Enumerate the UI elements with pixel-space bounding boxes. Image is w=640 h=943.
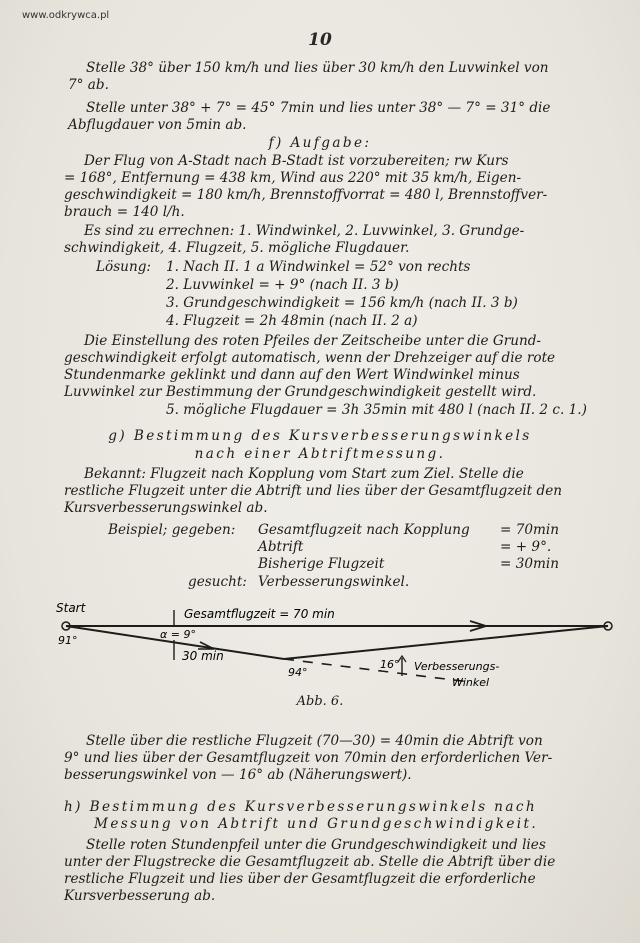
correction-label-1: Verbesserungs-: [414, 660, 500, 673]
section-h-p1-line: Stelle roten Stundenpfeil unter die Grundgeschwindigkeit und lies: [86, 837, 546, 853]
solution-item: 1. Nach II. 1 a Windwinkel = 52° von rechts: [166, 259, 471, 275]
mid-angle-label: 94°: [288, 666, 308, 679]
section-f-p3-line: geschwindigkeit erfolgt automatisch, wenn der Drehzeiger auf die rote: [64, 350, 556, 366]
intro-line-2: 7° ab.: [68, 77, 109, 93]
section-f-p1-line: Der Flug von A-Stadt nach B-Stadt ist vorzubereiten; rw Kurs: [84, 153, 509, 169]
after-fig-line: Stelle über die restliche Flugzeit (70—30) = 40min die Abtrift von: [86, 733, 543, 749]
section-f-p1-line: = 168°, Entfernung = 438 km, Wind aus 220° mit 35 km/h, Eigen-: [64, 170, 522, 186]
start-label: Start: [56, 601, 86, 615]
section-g-heading: g) Bestimmung des Kursverbesserungswinkels: [108, 428, 532, 444]
example-row-value: = 30min: [500, 556, 560, 572]
total-time-label: Gesamtflugzeit = 70 min: [184, 607, 335, 621]
sought-label: gesucht:: [188, 574, 247, 590]
section-f-p3-line: Stundenmarke geklinkt und dann auf den Wert Windwinkel minus: [64, 367, 520, 383]
watermark: www.odkrywca.pl: [22, 10, 110, 21]
example-label: Beispiel; gegeben:: [108, 522, 236, 538]
section-f-p2-line: Es sind zu errechnen: 1. Windwinkel, 2. Luvwinkel, 3. Grundge-: [84, 223, 525, 239]
section-h-heading: Messung von Abtrift und Grundgeschwindigkeit.: [94, 816, 539, 832]
solution-item-5: 5. mögliche Flugdauer = 3h 35min mit 480 l (nach II. 2 c. 1.): [166, 402, 587, 418]
example-row-label: Abtrift: [258, 539, 304, 555]
section-f-p1-line: brauch = 140 l/h.: [64, 204, 185, 220]
solution-item: 3. Grundgeschwindigkeit = 156 km/h (nach II. 3 b): [166, 295, 518, 311]
solution-item: 4. Flugzeit = 2h 48min (nach II. 2 a): [166, 313, 418, 329]
correction-angle-label: 16°: [380, 658, 400, 671]
section-f-p3-line: Die Einstellung des roten Pfeiles der Zeitscheibe unter die Grund-: [84, 333, 542, 349]
after-fig-line: besserungswinkel von — 16° ab (Näherungswert).: [64, 767, 412, 783]
solution-label: Lösung:: [96, 259, 151, 275]
solution-item: 2. Luvwinkel = + 9° (nach II. 3 b): [166, 277, 399, 293]
left-angle-label: 91°: [58, 634, 78, 647]
example-row-label: Gesamtflugzeit nach Kopplung: [258, 522, 470, 538]
figure-caption: Abb. 6.: [296, 694, 344, 709]
section-g-p1-line: Bekannt: Flugzeit nach Kopplung vom Start zum Ziel. Stelle die: [84, 466, 524, 482]
section-h-heading: h) Bestimmung des Kursverbesserungswinkels nach: [64, 799, 537, 815]
example-row-label: Bisherige Flugzeit: [258, 556, 385, 572]
correction-line: [284, 626, 608, 659]
section-f-heading: f) Aufgabe:: [268, 135, 372, 151]
section-f-p3-line: Luvwinkel zur Bestimmung der Grundgeschwindigkeit gestellt wird.: [64, 384, 537, 400]
example-row-value: = + 9°.: [500, 539, 552, 555]
section-f-p2-line: schwindigkeit, 4. Flugzeit, 5. mögliche Flugdauer.: [64, 240, 410, 256]
page-number: 10: [308, 30, 332, 50]
alpha-label: α = 9°: [160, 628, 196, 641]
section-g-p1-line: restliche Flugzeit unter die Abtrift und lies über der Gesamtflugzeit den: [64, 483, 563, 499]
sought-value: Verbesserungswinkel.: [258, 574, 410, 590]
intro-line-4: Abflugdauer von 5min ab.: [68, 117, 247, 133]
section-f-p1-line: geschwindigkeit = 180 km/h, Brennstoffvorrat = 480 l, Brennstoffver-: [64, 187, 548, 203]
correction-label-2: Winkel: [452, 676, 490, 689]
section-h-p1-line: unter der Flugstrecke die Gesamtflugzeit ab. Stelle die Abtrift über die: [64, 854, 556, 870]
section-h-p1-line: restliche Flugzeit und lies über der Gesamtflugzeit die erforderliche: [64, 871, 536, 887]
elapsed-time-label: 30 min: [182, 649, 224, 663]
intro-line-3: Stelle unter 38° + 7° = 45° 7min und lies unter 38° — 7° = 31° die: [86, 100, 551, 116]
section-h-p1-line: Kursverbesserung ab.: [64, 888, 216, 904]
example-row-value: = 70min: [500, 522, 560, 538]
section-g-heading: nach einer Abtriftmessung.: [194, 446, 446, 462]
intro-line-1: Stelle 38° über 150 km/h und lies über 30 km/h den Luvwinkel von: [86, 60, 549, 76]
after-fig-line: 9° und lies über der Gesamtflugzeit von 70min den erforderlichen Ver-: [64, 750, 553, 766]
section-g-p1-line: Kursverbesserungswinkel ab.: [64, 500, 268, 516]
